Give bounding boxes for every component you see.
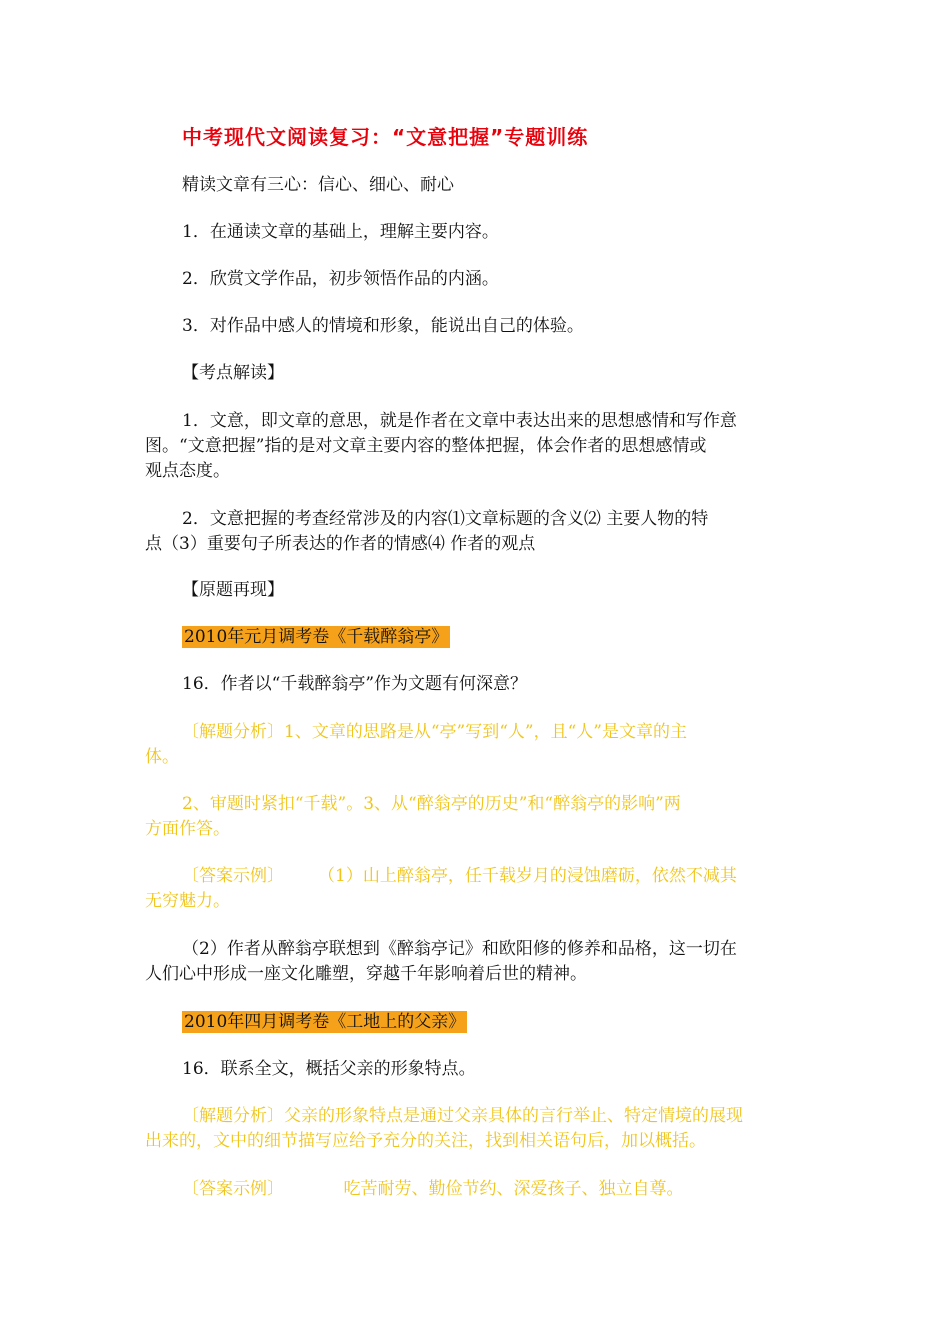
intro-text: 精读文章有三心：信心、细心、耐心	[182, 175, 454, 195]
exam2-label: 2010年四月调考卷《工地上的父亲》	[184, 1012, 466, 1032]
exam2-analysis: 出来的，文中的细节描写应给予充分的关注，找到相关语句后，加以概括。	[145, 1131, 706, 1151]
exam1-answer-2: （2）作者从醉翁亭联想到《醉翁亭记》和欧阳修的修养和品格，这一切在	[182, 939, 737, 959]
exam1-analysis: 〔解题分析〕1、文章的思路是从“亭”写到“人”，且“人”是文章的主	[182, 722, 687, 742]
page-title: 中考现代文阅读复习：“文意把握”专题训练	[182, 125, 589, 149]
exam2-question: 16．联系全文，概括父亲的形象特点。	[182, 1059, 476, 1079]
goal-item: 2．欣赏文学作品，初步领悟作品的内涵。	[182, 269, 499, 289]
goal-item: 1．在通读文章的基础上，理解主要内容。	[182, 222, 499, 242]
goal-item: 3．对作品中感人的情境和形象，能说出自己的体验。	[182, 316, 584, 336]
exam1-label: 2010年元月调考卷《千载醉翁亭》	[184, 627, 449, 647]
section-heading-kaodian: 【考点解读】	[182, 363, 284, 383]
exam1-answer: 〔答案示例〕 （1）山上醉翁亭，任千载岁月的浸蚀磨砺，依然不减其	[182, 866, 737, 886]
point1-text: 1．文意，即文章的意思，就是作者在文章中表达出来的思想感情和写作意	[182, 411, 737, 431]
point1-text: 图。“文意把握”指的是对文章主要内容的整体把握，体会作者的思想感情或	[145, 436, 707, 456]
section-heading-yuanti: 【原题再现】	[182, 580, 284, 600]
point2-text: 点（3）重要句子所表达的作者的情感⑷ 作者的观点	[145, 534, 536, 554]
exam1-analysis-2: 方面作答。	[145, 819, 230, 839]
exam1-analysis-2: 2、审题时紧扣“千载”。3、从“醉翁亭的历史”和“醉翁亭的影响”两	[182, 794, 681, 814]
exam2-analysis: 〔解题分析〕父亲的形象特点是通过父亲具体的言行举止、特定情境的展现	[182, 1106, 743, 1126]
exam1-question: 16．作者以“千载醉翁亭”作为文题有何深意？	[182, 674, 528, 694]
point1-text: 观点态度。	[145, 461, 230, 481]
exam1-answer: 无穷魅力。	[145, 891, 230, 911]
exam1-analysis: 体。	[145, 747, 179, 767]
exam1-answer-2: 人们心中形成一座文化雕塑，穿越千年影响着后世的精神。	[145, 964, 587, 984]
point2-text: 2．文意把握的考查经常涉及的内容⑴文章标题的含义⑵ 主要人物的特	[182, 509, 709, 529]
exam2-answer: 〔答案示例〕 吃苦耐劳、勤俭节约、深爱孩子、独立自尊。	[182, 1179, 684, 1199]
